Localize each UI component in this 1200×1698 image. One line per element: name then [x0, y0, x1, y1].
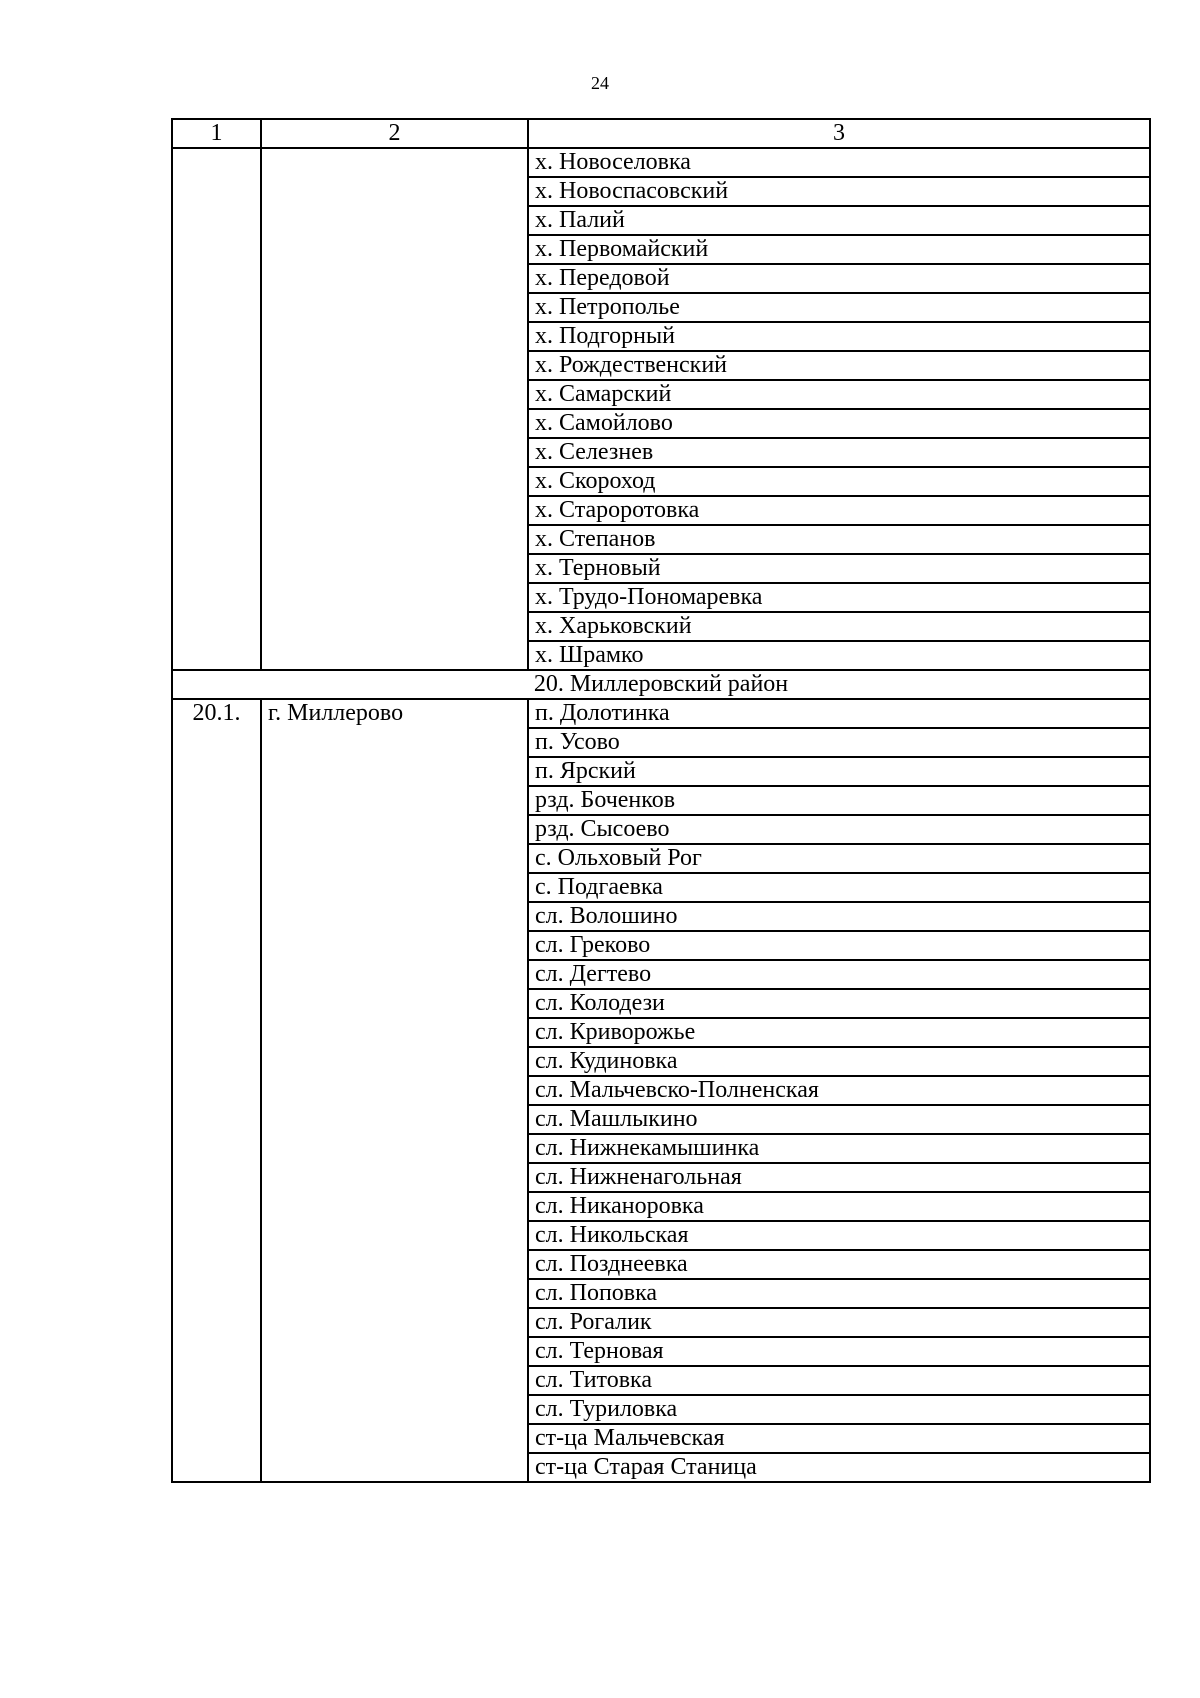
entry-city: г. Миллерово — [261, 699, 528, 1482]
settlement-cell: сл. Нижненагольная — [528, 1163, 1150, 1192]
settlement-cell: сл. Кудиновка — [528, 1047, 1150, 1076]
settlement-cell: сл. Колодези — [528, 989, 1150, 1018]
settlement-cell: х. Селезнев — [528, 438, 1150, 467]
settlements-table — [171, 118, 1151, 1483]
settlement-cell: х. Рождественский — [528, 351, 1150, 380]
column-header-3: 3 — [528, 119, 1150, 148]
settlement-cell: х. Трудо-Пономаревка — [528, 583, 1150, 612]
settlement-cell: х. Скороход — [528, 467, 1150, 496]
settlement-cell: рзд. Боченков — [528, 786, 1150, 815]
settlement-cell: х. Самарский — [528, 380, 1150, 409]
page-number: 24 — [591, 73, 609, 93]
settlement-cell: сл. Волошино — [528, 902, 1150, 931]
settlement-cell: п. Ярский — [528, 757, 1150, 786]
settlement-cell: сл. Позднеевка — [528, 1250, 1150, 1279]
settlement-cell: х. Терновый — [528, 554, 1150, 583]
settlement-cell: х. Передовой — [528, 264, 1150, 293]
settlement-cell: х. Шрамко — [528, 641, 1150, 670]
settlement-cell: х. Староротовка — [528, 496, 1150, 525]
settlement-cell: х. Новоспасовский — [528, 177, 1150, 206]
settlement-cell: сл. Машлыкино — [528, 1105, 1150, 1134]
settlement-cell: сл. Титовка — [528, 1366, 1150, 1395]
column-header-1: 1 — [172, 119, 261, 148]
table-row — [172, 699, 1150, 728]
settlement-cell: сл. Никольская — [528, 1221, 1150, 1250]
settlement-cell: сл. Нижнекамышинка — [528, 1134, 1150, 1163]
settlement-cell: сл. Рогалик — [528, 1308, 1150, 1337]
settlement-cell: с. Ольховый Рог — [528, 844, 1150, 873]
settlement-cell: х. Новоселовка — [528, 148, 1150, 177]
section-title: 20. Миллеровский район — [172, 670, 1150, 699]
settlement-cell: х. Самойлово — [528, 409, 1150, 438]
settlement-cell: х. Подгорный — [528, 322, 1150, 351]
settlement-cell: сл. Криворожье — [528, 1018, 1150, 1047]
settlement-cell: ст-ца Старая Станица — [528, 1453, 1150, 1482]
city-cell — [261, 148, 528, 670]
settlement-cell: х. Харьковский — [528, 612, 1150, 641]
settlement-cell: х. Степанов — [528, 525, 1150, 554]
settlement-cell: с. Подгаевка — [528, 873, 1150, 902]
settlement-cell: ст-ца Мальчевская — [528, 1424, 1150, 1453]
settlement-cell: сл. Мальчевско-Полненская — [528, 1076, 1150, 1105]
settlement-cell: х. Палий — [528, 206, 1150, 235]
settlement-cell: сл. Дегтево — [528, 960, 1150, 989]
settlement-cell: сл. Туриловка — [528, 1395, 1150, 1424]
settlement-cell: сл. Поповка — [528, 1279, 1150, 1308]
table-row — [172, 148, 1150, 177]
settlement-cell: рзд. Сысоево — [528, 815, 1150, 844]
settlement-cell: сл. Терновая — [528, 1337, 1150, 1366]
number-cell — [172, 148, 261, 670]
settlement-cell: х. Петрополье — [528, 293, 1150, 322]
entry-number: 20.1. — [172, 699, 261, 1482]
settlement-cell: п. Усово — [528, 728, 1150, 757]
column-header-2: 2 — [261, 119, 528, 148]
settlement-cell: сл. Никаноровка — [528, 1192, 1150, 1221]
settlement-cell: п. Долотинка — [528, 699, 1150, 728]
settlement-cell: х. Первомайский — [528, 235, 1150, 264]
settlement-cell: сл. Греково — [528, 931, 1150, 960]
section-row — [172, 670, 1150, 699]
table-header-row — [172, 119, 1150, 148]
